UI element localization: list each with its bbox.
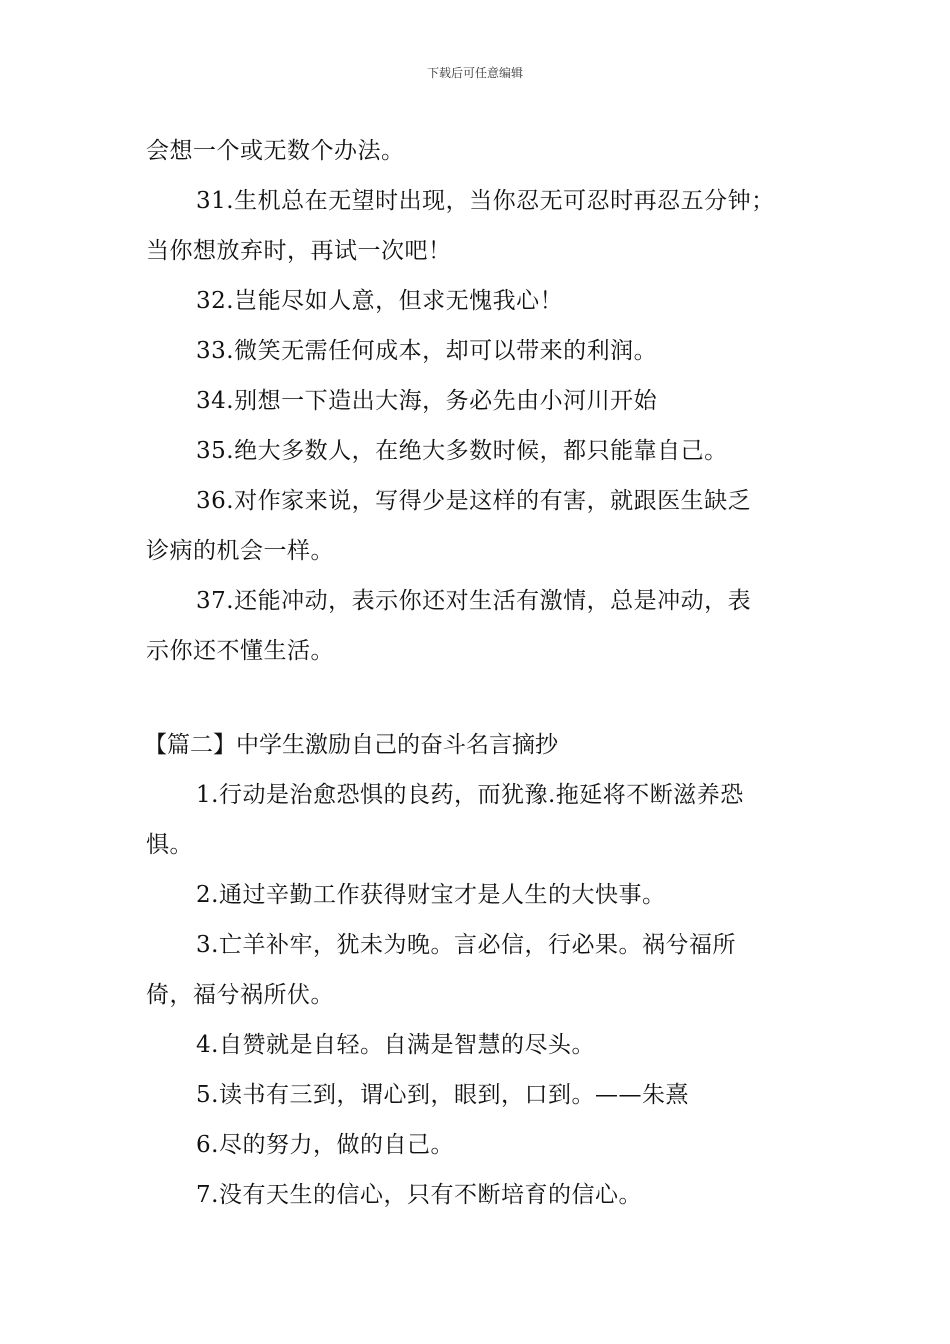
quote-37-line-1: 37.还能冲动，表示你还对生活有激情，总是冲动，表 <box>196 588 752 614</box>
section-spacer <box>146 676 816 720</box>
quote-37-line-2: 示你还不懂生活。 <box>146 638 334 664</box>
quote-6: 6.尽的努力，做的自己。 <box>196 1132 454 1158</box>
quote-3-line-1: 3.亡羊补牢，犹未为晚。言必信，行必果。祸兮福所 <box>196 932 736 958</box>
quote-35: 35.绝大多数人，在绝大多数时候，都只能靠自己。 <box>196 438 728 464</box>
quote-5: 5.读书有三到，谓心到，眼到，口到。——朱熹 <box>196 1082 689 1108</box>
page-header: 下载后可任意编辑 <box>426 66 523 80</box>
quote-32: 32.岂能尽如人意，但求无愧我心！ <box>196 288 564 314</box>
quote-36-line-1: 36.对作家来说，写得少是这样的有害，就跟医生缺乏 <box>196 488 752 514</box>
quote-2: 2.通过辛勤工作获得财宝才是人生的大快事。 <box>196 882 666 908</box>
quote-34: 34.别想一下造出大海，务必先由小河川开始 <box>196 388 658 414</box>
quote-1-line-2: 惧。 <box>146 832 193 858</box>
quote-4: 4.自赞就是自轻。自满是智慧的尽头。 <box>196 1032 595 1058</box>
quote-31-line-2: 当你想放弃时，再试一次吧！ <box>146 238 452 264</box>
quote-3-line-2: 倚，福兮祸所伏。 <box>146 982 334 1008</box>
section-title: 【篇二】中学生激励自己的奋斗名言摘抄 <box>144 732 558 758</box>
document-body <box>146 126 816 1220</box>
quote-7: 7.没有天生的信心，只有不断培育的信心。 <box>196 1182 642 1208</box>
quote-31-line-1: 31.生机总在无望时出现，当你忍无可忍时再忍五分钟； <box>196 188 775 214</box>
quote-1-line-1: 1.行动是治愈恐惧的良药，而犹豫.拖延将不断滋养恐 <box>196 782 744 808</box>
quote-36-line-2: 诊病的机会一样。 <box>146 538 334 564</box>
quote-33: 33.微笑无需任何成本，却可以带来的利润。 <box>196 338 658 364</box>
text-line: 会想一个或无数个办法。 <box>146 138 405 164</box>
